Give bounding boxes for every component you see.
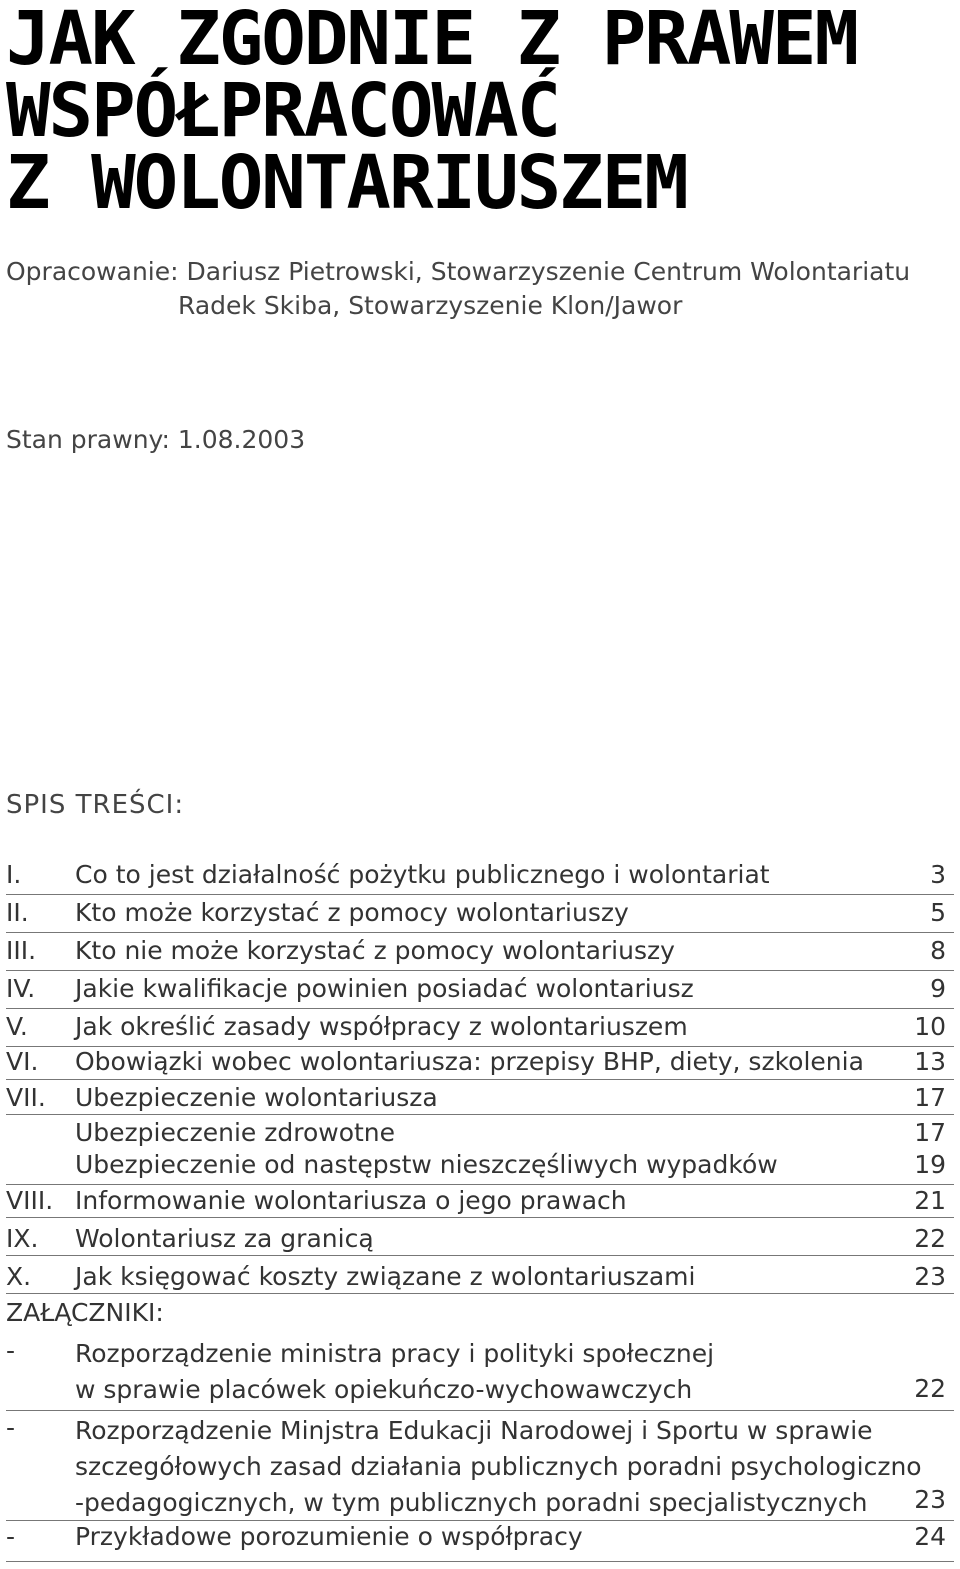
toc-item-page: 17 bbox=[914, 1083, 946, 1112]
credits-line-2: Radek Skiba, Stowarzyszenie Klon/Jawor bbox=[178, 291, 683, 320]
annex-page: 24 bbox=[914, 1522, 946, 1551]
toc-item-title: Wolontariusz za granicą bbox=[75, 1224, 374, 1253]
annex-title-line: Rozporządzenie Minjstra Edukacji Narodowej i Sportu w sprawie bbox=[75, 1416, 873, 1445]
annex-title bbox=[75, 1413, 922, 1521]
toc-item-2[interactable] bbox=[6, 898, 954, 933]
toc-item-number: VI. bbox=[6, 1047, 39, 1076]
annex-item-2[interactable] bbox=[6, 1413, 954, 1521]
toc-item-page: 5 bbox=[930, 898, 946, 927]
annex-bullet: - bbox=[6, 1522, 16, 1551]
toc-item-title: Kto może korzystać z pomocy wolontariuszy bbox=[75, 898, 629, 927]
toc-item-title: Informowanie wolontariusza o jego prawach bbox=[75, 1186, 627, 1215]
toc-item-title: Ubezpieczenie wolontariusza bbox=[75, 1083, 438, 1112]
toc-item-1[interactable] bbox=[6, 860, 954, 895]
toc-item-number: VIII. bbox=[6, 1186, 54, 1215]
annex-item-3[interactable] bbox=[6, 1522, 954, 1562]
title-line-2: WSPÓŁPRACOWAĆ bbox=[6, 68, 560, 154]
toc-item-page: 21 bbox=[914, 1186, 946, 1215]
toc-item-10[interactable] bbox=[6, 1262, 954, 1294]
toc-item-title: Co to jest działalność pożytku publicznego i wolontariat bbox=[75, 860, 770, 889]
annex-title-line: w sprawie placówek opiekuńczo-wychowawczych bbox=[75, 1375, 693, 1404]
toc-item-page: 13 bbox=[914, 1047, 946, 1076]
toc-item-7[interactable] bbox=[6, 1083, 954, 1115]
toc-item-3[interactable] bbox=[6, 936, 954, 971]
toc-item-page: 9 bbox=[930, 974, 946, 1003]
toc-item-page: 22 bbox=[914, 1224, 946, 1253]
toc-heading: SPIS TREŚCI: bbox=[6, 790, 185, 820]
toc-item-9[interactable] bbox=[6, 1224, 954, 1256]
annex-page: 23 bbox=[914, 1485, 946, 1514]
toc-item-page: 3 bbox=[930, 860, 946, 889]
toc-item-4[interactable] bbox=[6, 974, 954, 1009]
toc-subitem-2[interactable] bbox=[6, 1150, 954, 1185]
toc-item-page: 8 bbox=[930, 936, 946, 965]
toc-item-5[interactable] bbox=[6, 1012, 954, 1047]
toc-item-number: III. bbox=[6, 936, 37, 965]
credits bbox=[6, 255, 910, 323]
toc-item-number: IX. bbox=[6, 1224, 39, 1253]
annex-bullet: - bbox=[6, 1413, 16, 1442]
annex-bullet: - bbox=[6, 1336, 16, 1365]
annex-heading-row bbox=[6, 1298, 954, 1332]
annex-heading: ZAŁĄCZNIKI: bbox=[6, 1298, 164, 1327]
toc-item-title: Obowiązki wobec wolontariusza: przepisy BHP, diety, szkolenia bbox=[75, 1047, 864, 1076]
toc-item-number: VII. bbox=[6, 1083, 46, 1112]
toc-item-page: 19 bbox=[914, 1150, 946, 1179]
annex-title bbox=[75, 1336, 714, 1408]
toc-item-title: Kto nie może korzystać z pomocy wolontariuszy bbox=[75, 936, 675, 965]
annex-title-line: -pedagogicznych, w tym publicznych poradni specjalistycznych bbox=[75, 1488, 868, 1517]
toc-item-number: V. bbox=[6, 1012, 28, 1041]
toc-item-6[interactable] bbox=[6, 1047, 954, 1080]
toc-item-title: Ubezpieczenie zdrowotne bbox=[75, 1118, 396, 1147]
toc-subitem-1[interactable] bbox=[6, 1118, 954, 1150]
toc-item-page: 23 bbox=[914, 1262, 946, 1291]
toc-item-number: X. bbox=[6, 1262, 32, 1291]
title-line-1: JAK ZGODNIE Z PRAWEM bbox=[6, 0, 858, 82]
toc-item-page: 17 bbox=[914, 1118, 946, 1147]
credits-line-1: Opracowanie: Dariusz Pietrowski, Stowarzyszenie Centrum Wolontariatu bbox=[6, 257, 911, 286]
annex-title-line: Rozporządzenie ministra pracy i polityki społecznej bbox=[75, 1339, 715, 1368]
annex-page: 22 bbox=[914, 1374, 946, 1403]
toc-item-number: II. bbox=[6, 898, 29, 927]
toc-item-title: Jak księgować koszty związane z wolontariuszami bbox=[75, 1262, 696, 1291]
annex-item-1[interactable] bbox=[6, 1336, 954, 1411]
toc-item-page: 10 bbox=[914, 1012, 946, 1041]
toc-item-8[interactable] bbox=[6, 1186, 954, 1218]
annex-title-line: szczegółowych zasad działania publicznych poradni psychologiczno bbox=[75, 1452, 922, 1481]
title-line-3: Z WOLONTARIUSZEM bbox=[6, 140, 687, 226]
state-of-law: Stan prawny: 1.08.2003 bbox=[6, 425, 306, 454]
toc-item-number: I. bbox=[6, 860, 22, 889]
toc-item-title: Ubezpieczenie od następstw nieszczęśliwych wypadków bbox=[75, 1150, 778, 1179]
toc-item-number: IV. bbox=[6, 974, 36, 1003]
annex-title-line: Przykładowe porozumienie o współpracy bbox=[75, 1522, 583, 1551]
toc-item-title: Jak określić zasady współpracy z wolontariuszem bbox=[75, 1012, 688, 1041]
toc-item-title: Jakie kwalifikacje powinien posiadać wolontariusz bbox=[75, 974, 694, 1003]
